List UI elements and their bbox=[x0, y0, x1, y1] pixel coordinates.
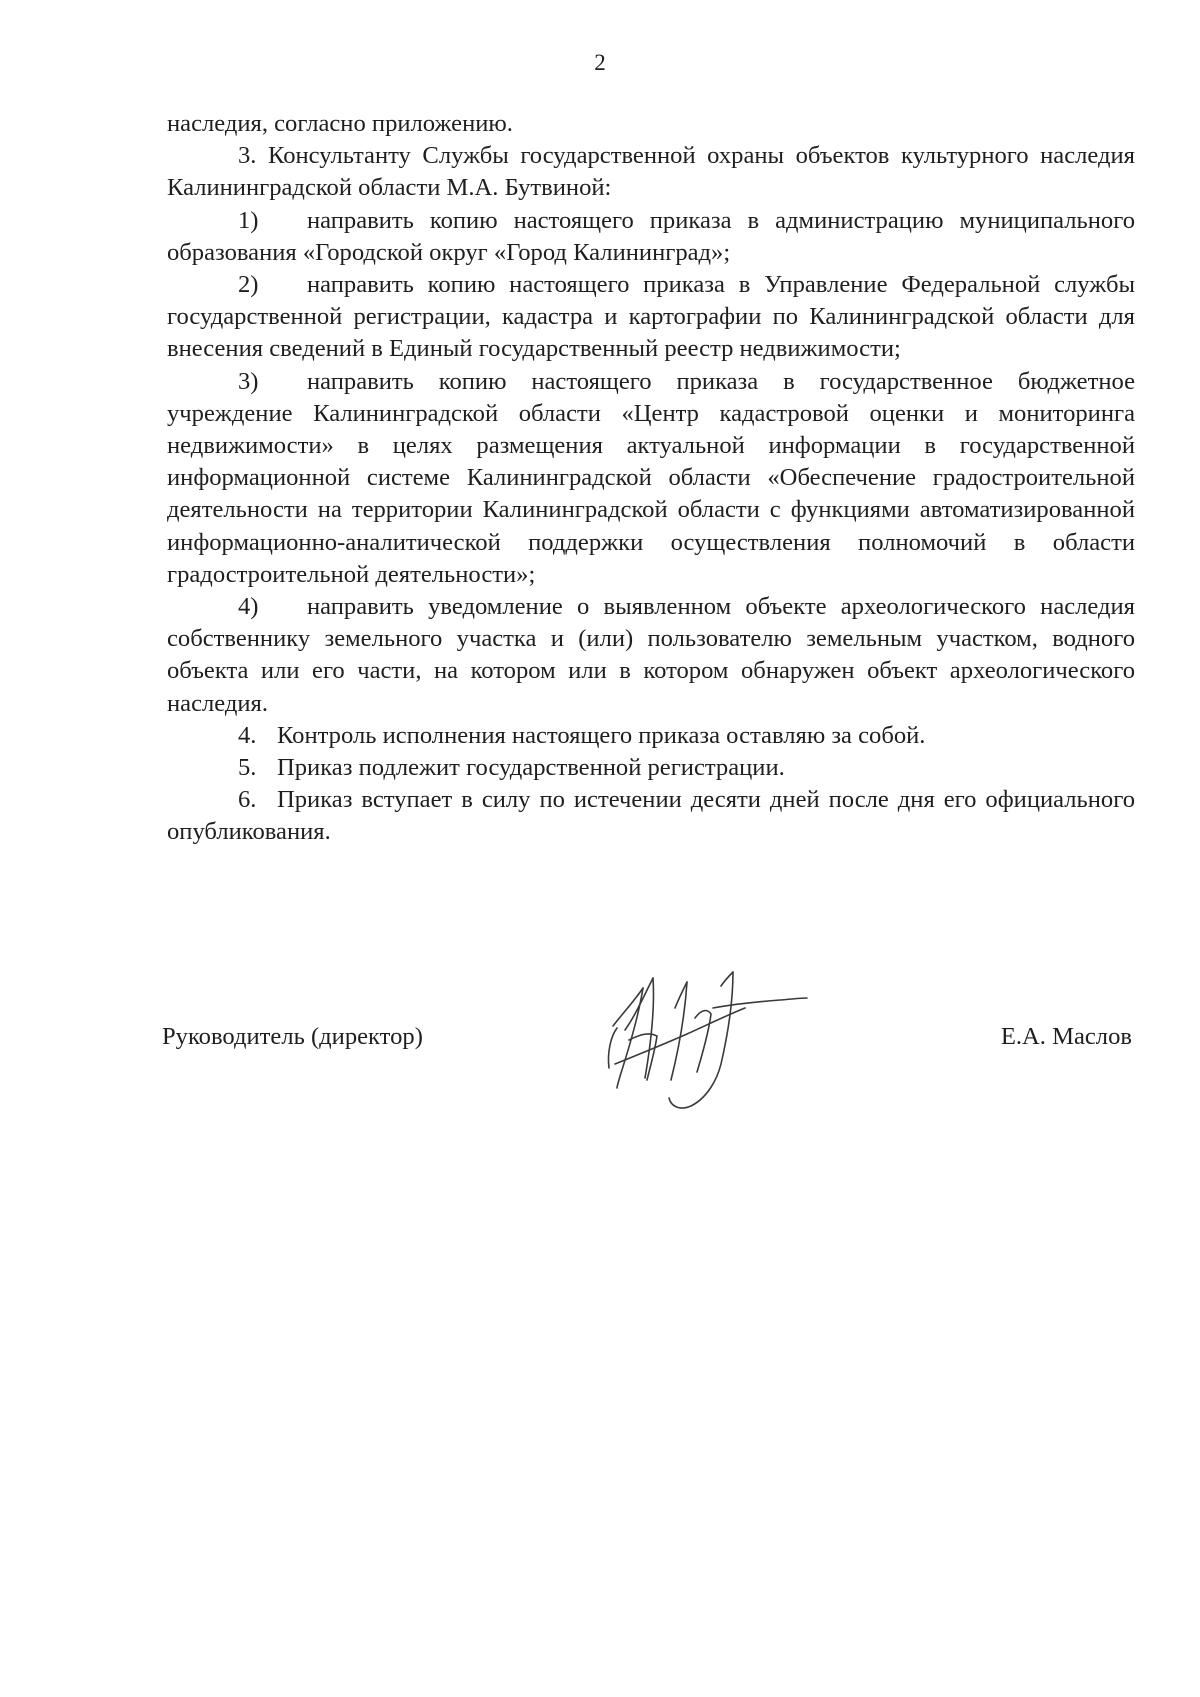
subitem-number: 2) bbox=[238, 271, 259, 299]
subitem-3-3 bbox=[167, 366, 1135, 591]
signer-position: Руководитель (директор) bbox=[162, 1023, 423, 1050]
subitem-number: 1) bbox=[238, 206, 259, 234]
subitem-text: направить копию настоящего приказа в государственное бюджетное учреждение Калининградской области «Центр кадастровой оценки и мониторинга недвижимости» в целях размещения актуальной информации в государственной информационной системе Калининградской области «Обеспечение градостроительной деятельности на территории Калининградской области с функциями автоматизированной информационно-аналитической поддержки осуществления полномочий в области градостроительной деятельности»; bbox=[167, 367, 1135, 588]
paragraph-continuation: наследия, согласно приложению. bbox=[167, 110, 513, 137]
subitem-text: направить копию настоящего приказа в администрацию муниципального образования «Городской округ «Город Калининград»; bbox=[167, 206, 1135, 266]
item-text: Приказ вступает в силу по истечении десяти дней после дня его официального опубликования. bbox=[167, 786, 1135, 846]
paragraph-item-3: 3. Консультанту Службы государственной охраны объектов культурного наследия Калининградской области М.А. Бутвиной: bbox=[167, 142, 1135, 202]
paragraph-item-4 bbox=[167, 720, 1135, 752]
signer-name: Е.А. Маслов bbox=[1000, 1023, 1132, 1050]
subitem-number: 4) bbox=[238, 593, 259, 621]
item-text: Приказ подлежит государственной регистрации. bbox=[277, 754, 785, 782]
page-number: 2 bbox=[594, 50, 606, 75]
paragraph-item-5 bbox=[167, 752, 1135, 784]
paragraph-item-6 bbox=[167, 784, 1135, 848]
subitem-text: направить копию настоящего приказа в Управление Федеральной службы государственной регистрации, кадастра и картографии по Калининградской области для внесения сведений в Единый государственный реестр недвижимости; bbox=[167, 271, 1135, 363]
subitem-text: направить уведомление о выявленном объекте археологического наследия собственнику земельного участка и (или) пользователю земельным участком, водного объекта или его части, на котором или в котором обнаружен объект археологического наследия. bbox=[167, 593, 1135, 717]
item-number: 4. bbox=[238, 721, 257, 749]
item-number: 5. bbox=[238, 754, 257, 782]
document-body bbox=[167, 108, 1135, 849]
item-text: Контроль исполнения настоящего приказа оставляю за собой. bbox=[277, 721, 926, 749]
subitem-3-2 bbox=[167, 269, 1135, 366]
item-number: 6. bbox=[238, 786, 257, 814]
handwritten-signature-icon bbox=[595, 968, 815, 1118]
subitem-3-4 bbox=[167, 591, 1135, 720]
subitem-3-1 bbox=[167, 205, 1135, 269]
subitem-number: 3) bbox=[238, 367, 259, 395]
